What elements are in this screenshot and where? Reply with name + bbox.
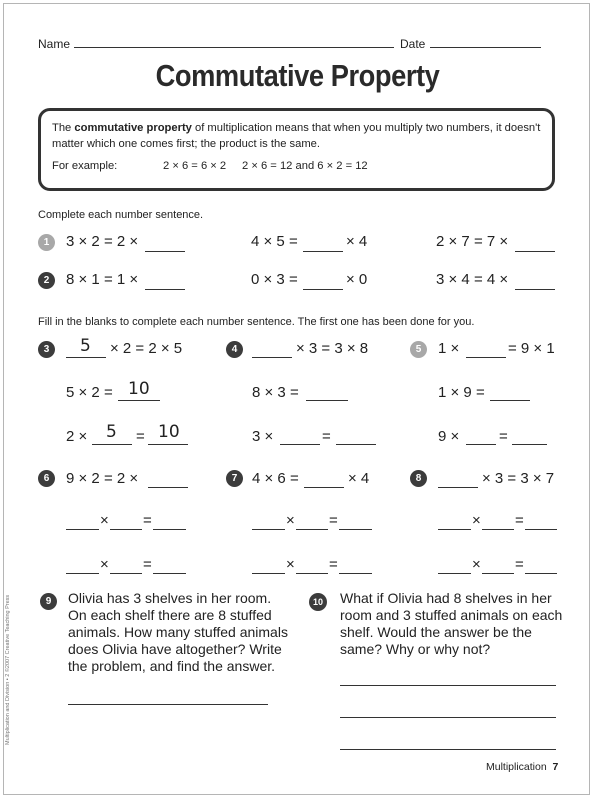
- problem-6-row2-blank3[interactable]: [153, 529, 186, 530]
- problem-8-row3-blank2[interactable]: [482, 573, 514, 574]
- problem-5-row3-blank1[interactable]: [466, 444, 496, 445]
- problem-4-row3-pre: 3 ×: [252, 428, 274, 445]
- problem-5-row1-post: = 9 × 1: [508, 340, 555, 357]
- problem-1b-left: 4 × 5 =: [251, 233, 298, 250]
- problem-7-row2-eq: =: [329, 512, 338, 529]
- problem-6-row2-blank2[interactable]: [110, 529, 142, 530]
- problem-8-badge: 8: [410, 470, 427, 487]
- problem-9-answer-line[interactable]: [68, 704, 268, 705]
- problem-8-row3-blank3[interactable]: [525, 573, 557, 574]
- problem-7-row3-x: ×: [286, 556, 295, 573]
- footer: [486, 761, 558, 773]
- problem-5-row1-pre: 1 ×: [438, 340, 460, 357]
- problem-8-row1-blank[interactable]: [438, 487, 478, 488]
- problem-3-row1-blank[interactable]: [66, 357, 106, 358]
- problem-6-badge: 6: [38, 470, 55, 487]
- problem-3-row2-text: 5 × 2 =: [66, 384, 113, 401]
- problem-1a-blank[interactable]: [145, 251, 185, 252]
- definition-text: The commutative property of multiplication means that when you multiply two numbers, it doesn't matter which one comes first; the product is the same.: [52, 122, 541, 150]
- problem-7-row2-blank2[interactable]: [296, 529, 328, 530]
- problem-10-answer-line-2[interactable]: [340, 717, 556, 718]
- problem-10-answer-line-3[interactable]: [340, 749, 556, 750]
- section2-instruction: Fill in the blanks to complete each number sentence. The first one has been done for you.: [38, 316, 475, 328]
- problem-3-row3-blank2[interactable]: [148, 444, 188, 445]
- problem-1b-right: × 4: [346, 233, 368, 250]
- problem-3-row3-blank1[interactable]: [92, 444, 132, 445]
- problem-8-row3-x: ×: [472, 556, 481, 573]
- problem-8-row2-eq: =: [515, 512, 524, 529]
- problem-1b-blank[interactable]: [303, 251, 343, 252]
- problem-7-row3-eq: =: [329, 556, 338, 573]
- problem-8-row1-text: × 3 = 3 × 7: [482, 470, 555, 487]
- problem-9-text: Olivia has 3 shelves in her room. On each shelf there are 8 stuffed animals. How many stuffed animals does Olivia have altogether? Write the problem, and find the answer.: [68, 590, 288, 674]
- problem-6-row2-blank1[interactable]: [66, 529, 99, 530]
- problem-8-row2-blank2[interactable]: [482, 529, 514, 530]
- problem-5-row2-blank[interactable]: [490, 400, 530, 401]
- problem-6-row3-eq: =: [143, 556, 152, 573]
- problem-4-row3-blank1[interactable]: [280, 444, 320, 445]
- name-field[interactable]: [74, 47, 394, 48]
- problem-1-badge: 1: [38, 234, 55, 251]
- side-credit: Multiplication and Division • 2 ©2007 Creative Teaching Press: [5, 594, 11, 745]
- problem-2b-right: × 0: [346, 271, 368, 288]
- problem-4-badge: 4: [226, 341, 243, 358]
- problem-4-row1-blank[interactable]: [252, 357, 292, 358]
- problem-3-row3-answer2: 10: [158, 422, 180, 442]
- section1-instruction: Complete each number sentence.: [38, 209, 204, 221]
- problem-6-row3-x: ×: [100, 556, 109, 573]
- footer-section: Multiplication: [486, 761, 547, 773]
- problem-2a-blank[interactable]: [145, 289, 185, 290]
- problem-5-row3-blank2[interactable]: [512, 444, 547, 445]
- problem-4-row3-blank2[interactable]: [336, 444, 376, 445]
- problem-8-row2-blank3[interactable]: [525, 529, 557, 530]
- problem-3-row1-text: × 2 = 2 × 5: [110, 340, 183, 357]
- problem-2c-text: 3 × 4 = 4 ×: [436, 271, 509, 288]
- problem-6-row3-blank2[interactable]: [110, 573, 142, 574]
- problem-7-row3-blank3[interactable]: [339, 573, 372, 574]
- problem-5-row2-text: 1 × 9 =: [438, 384, 485, 401]
- problem-5-row3-eq: =: [499, 428, 508, 445]
- problem-2a-text: 8 × 1 = 1 ×: [66, 271, 139, 288]
- problem-7-row3-blank1[interactable]: [252, 573, 285, 574]
- footer-page-number: 7: [552, 761, 559, 773]
- problem-8-row3-eq: =: [515, 556, 524, 573]
- problem-3-row2-blank[interactable]: [118, 400, 160, 401]
- problem-4-row2-blank[interactable]: [306, 400, 348, 401]
- problem-7-badge: 7: [226, 470, 243, 487]
- problem-6-row2-x: ×: [100, 512, 109, 529]
- problem-9-badge: 9: [40, 593, 57, 610]
- problem-4-row1-text: × 3 = 3 × 8: [296, 340, 369, 357]
- problem-7-row1-blank[interactable]: [304, 487, 344, 488]
- problem-6-row3-blank1[interactable]: [66, 573, 99, 574]
- problem-6-row1-text: 9 × 2 = 2 ×: [66, 470, 139, 487]
- example-equation-a: 2 × 6 = 6 × 2: [163, 160, 227, 172]
- problem-3-row2-answer: 10: [128, 379, 150, 399]
- problem-7-row2-blank1[interactable]: [252, 529, 285, 530]
- problem-3-row3-eq: =: [136, 428, 145, 445]
- problem-2b-left: 0 × 3 =: [251, 271, 298, 288]
- problem-7-row2-blank3[interactable]: [339, 529, 372, 530]
- page-title: Commutative Property: [155, 58, 440, 93]
- problem-2b-blank[interactable]: [303, 289, 343, 290]
- problem-3-row3-answer1: 5: [106, 422, 117, 442]
- problem-10-badge: 10: [309, 593, 327, 611]
- problem-8-row2-x: ×: [472, 512, 481, 529]
- problem-8-row2-blank1[interactable]: [438, 529, 471, 530]
- problem-5-row1-blank[interactable]: [466, 357, 506, 358]
- date-field[interactable]: [430, 47, 541, 48]
- problem-7-row3-blank2[interactable]: [296, 573, 328, 574]
- date-label: Date: [400, 37, 426, 51]
- problem-5-row3-pre: 9 ×: [438, 428, 460, 445]
- problem-4-row2-text: 8 × 3 =: [252, 384, 299, 401]
- problem-1c-blank[interactable]: [515, 251, 555, 252]
- example-label: For example:: [52, 160, 118, 172]
- problem-7-row2-x: ×: [286, 512, 295, 529]
- problem-7-row1-right: × 4: [348, 470, 370, 487]
- problem-3-row1-answer: 5: [80, 336, 91, 356]
- problem-1c-text: 2 × 7 = 7 ×: [436, 233, 509, 250]
- problem-7-row1-left: 4 × 6 =: [252, 470, 299, 487]
- problem-10-answer-line-1[interactable]: [340, 685, 556, 686]
- problem-5-badge: 5: [410, 341, 427, 358]
- problem-2-badge: 2: [38, 272, 55, 289]
- name-label: Name: [38, 37, 71, 51]
- problem-4-row3-eq: =: [322, 428, 331, 445]
- problem-6-row2-eq: =: [143, 512, 152, 529]
- problem-8-row3-blank1[interactable]: [438, 573, 471, 574]
- example-equation-b: 2 × 6 = 12 and 6 × 2 = 12: [242, 160, 368, 172]
- problem-3-row3-pre: 2 ×: [66, 428, 88, 445]
- problem-1a-text: 3 × 2 = 2 ×: [66, 233, 139, 250]
- problem-3-badge: 3: [38, 341, 55, 358]
- problem-2c-blank[interactable]: [515, 289, 555, 290]
- problem-6-row1-blank[interactable]: [148, 487, 188, 488]
- problem-10-text: What if Olivia had 8 shelves in her room and 3 stuffed animals on each shelf. Would the answer be the same? Why or why not?: [340, 590, 563, 657]
- problem-6-row3-blank3[interactable]: [153, 573, 186, 574]
- definition-term: commutative property: [74, 122, 192, 134]
